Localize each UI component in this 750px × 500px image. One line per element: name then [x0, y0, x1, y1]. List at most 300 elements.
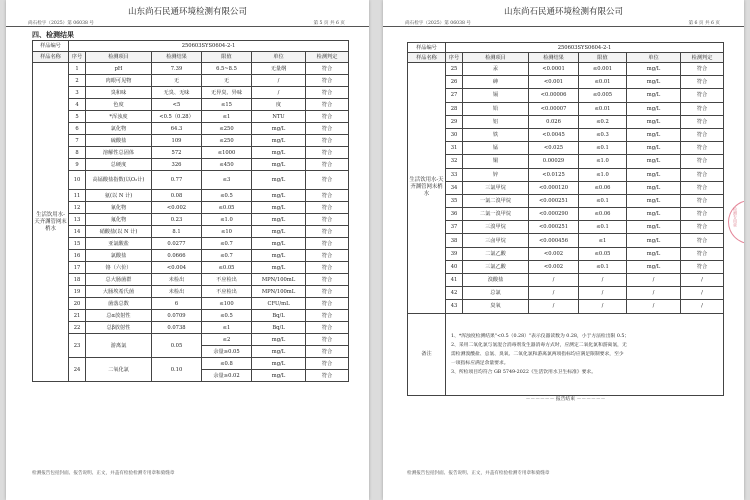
row-result: <0.004 [152, 262, 202, 274]
row-item: 锌 [463, 168, 529, 181]
report-page-5 [6, 0, 369, 500]
row-seq: 15 [69, 238, 86, 250]
row-judge: / [681, 287, 724, 300]
row-judge: 符合 [306, 190, 349, 202]
row-result: 6 [152, 298, 202, 310]
row-unit: mg/L [627, 221, 681, 234]
row-judge: 符合 [306, 250, 349, 262]
row-unit: / [627, 287, 681, 300]
report-number: 尚石检字（2025）第 06038 号 [28, 21, 94, 26]
row-result: <0.000251 [529, 221, 579, 234]
row-limit: ≤250 [202, 123, 252, 135]
row-seq: 18 [69, 274, 86, 286]
row-limit: 不应检出 [202, 286, 252, 298]
row-result: <0.025 [529, 142, 579, 155]
row-unit: mg/L [252, 334, 306, 346]
row-limit: ≤0.8 [202, 358, 252, 370]
row-judge: 符合 [306, 123, 349, 135]
row-result: <0.5（0.28） [152, 111, 202, 123]
row-result: 8.1 [152, 226, 202, 238]
row-seq: 2 [69, 75, 86, 87]
row-judge: 符合 [681, 128, 724, 141]
table-header-row [408, 53, 724, 63]
row-judge: 符合 [681, 102, 724, 115]
row-result: 0.23 [152, 214, 202, 226]
row-judge: / [681, 274, 724, 287]
row-unit: mg/L [252, 238, 306, 250]
row-unit: mg/L [252, 190, 306, 202]
row-limit: ≤0.1 [579, 221, 627, 234]
header-limit: 限值 [579, 53, 627, 63]
header-seq: 序号 [69, 52, 86, 63]
row-unit: mg/L [627, 247, 681, 260]
row-unit: mg/L [627, 76, 681, 89]
row-item: 二氧化氯 [86, 358, 152, 382]
row-judge: 符合 [306, 298, 349, 310]
row-item: *浑浊度 [86, 111, 152, 123]
row-judge: 符合 [306, 202, 349, 214]
row-judge: / [681, 300, 724, 313]
row-item: 硫酸盐 [86, 135, 152, 147]
row-item: 总α放射性 [86, 310, 152, 322]
row-limit: / [579, 300, 627, 313]
row-judge: 符合 [681, 142, 724, 155]
row-result: <0.0125 [529, 168, 579, 181]
row-unit: mg/L [252, 202, 306, 214]
row-item: 铜 [463, 155, 529, 168]
row-seq: 22 [69, 322, 86, 334]
header-result: 检测结果 [529, 53, 579, 63]
row-seq: 36 [446, 208, 463, 221]
row-item: 铁 [463, 128, 529, 141]
row-unit: / [252, 75, 306, 87]
table-row [33, 147, 349, 159]
row-result: 0.0666 [152, 250, 202, 262]
table-row [33, 214, 349, 226]
row-result: <0.000290 [529, 208, 579, 221]
row-seq: 21 [69, 310, 86, 322]
row-result: 0.00029 [529, 155, 579, 168]
footer-note: 检测报告包括封面、报告说明、正文，并盖有检验检测专用章和骑缝章 [32, 471, 175, 476]
row-result: / [529, 300, 579, 313]
table-row [408, 115, 724, 128]
row-judge: 符合 [306, 147, 349, 159]
row-result: 0.026 [529, 115, 579, 128]
table-row [408, 89, 724, 102]
row-result: 7.39 [152, 63, 202, 75]
row-judge: 符合 [306, 334, 349, 346]
table-row [33, 87, 349, 99]
row-unit: 无量纲 [252, 63, 306, 75]
table-row [408, 234, 724, 247]
row-limit: ≤0.1 [579, 194, 627, 207]
table-row [408, 181, 724, 194]
row-unit: mg/L [252, 262, 306, 274]
row-limit: 余量≥0.05 [202, 346, 252, 358]
row-item: 臭氧 [463, 300, 529, 313]
row-seq: 1 [69, 63, 86, 75]
row-seq: 33 [446, 168, 463, 181]
header-limit: 限值 [202, 52, 252, 63]
row-result: 0.08 [152, 190, 202, 202]
table-row [408, 287, 724, 300]
table-row [408, 194, 724, 207]
row-unit: mg/L [627, 155, 681, 168]
row-judge: 符合 [306, 310, 349, 322]
table-row [33, 111, 349, 123]
row-result: 未检出 [152, 274, 202, 286]
row-limit: 不应检出 [202, 274, 252, 286]
row-judge: 符合 [306, 346, 349, 358]
row-seq: 23 [69, 334, 86, 358]
row-seq: 20 [69, 298, 86, 310]
row-limit: ≤0.005 [579, 89, 627, 102]
sample-id-row [33, 41, 349, 52]
row-unit: Bq/L [252, 322, 306, 334]
row-limit: ≤0.01 [579, 76, 627, 89]
table-row [408, 63, 724, 76]
row-seq: 31 [446, 142, 463, 155]
row-result: 64.3 [152, 123, 202, 135]
row-seq: 6 [69, 123, 86, 135]
row-unit: / [252, 87, 306, 99]
row-item: pH [86, 63, 152, 75]
row-item: 铅 [463, 102, 529, 115]
row-unit: MPN/100mL [252, 286, 306, 298]
row-judge: 符合 [306, 370, 349, 382]
header-item: 检测项目 [463, 53, 529, 63]
sample-id: 250603SYS0604-2-1 [69, 41, 349, 52]
row-seq: 9 [69, 159, 86, 171]
row-result: <5 [152, 99, 202, 111]
row-item: 铝 [463, 115, 529, 128]
row-limit: ≤0.5 [202, 310, 252, 322]
row-seq: 35 [446, 194, 463, 207]
row-item: 氰化物 [86, 202, 152, 214]
row-unit: mg/L [252, 226, 306, 238]
row-unit: mg/L [252, 370, 306, 382]
row-item: 三氯乙酸 [463, 260, 529, 273]
row-item: 锰 [463, 142, 529, 155]
row-unit: mg/L [627, 142, 681, 155]
row-limit: ≤0.06 [579, 208, 627, 221]
row-limit: ≤0.7 [202, 238, 252, 250]
row-unit: mg/L [627, 102, 681, 115]
row-judge: 符合 [681, 63, 724, 76]
row-item: 高锰酸盐指数(以O₂计) [86, 171, 152, 190]
row-seq: 7 [69, 135, 86, 147]
row-item: 一氯二溴甲烷 [463, 194, 529, 207]
row-result: <0.002 [529, 247, 579, 260]
header-unit: 单位 [252, 52, 306, 63]
row-limit: / [579, 274, 627, 287]
row-judge: 符合 [306, 262, 349, 274]
row-limit: 无 [202, 75, 252, 87]
table-row [33, 250, 349, 262]
row-seq: 32 [446, 155, 463, 168]
row-unit: mg/L [252, 214, 306, 226]
header-judge: 检测判定 [306, 52, 349, 63]
seal-stamp-text: 检测专用章 [733, 207, 738, 227]
row-judge: 符合 [306, 358, 349, 370]
sample-id-row [408, 43, 724, 53]
row-limit: 余量≥0.02 [202, 370, 252, 382]
row-seq: 12 [69, 202, 86, 214]
row-unit: mg/L [627, 260, 681, 273]
seal-stamp [728, 200, 744, 244]
row-limit: ≤0.05 [202, 202, 252, 214]
row-limit: ≤0.001 [579, 63, 627, 76]
row-item: 砷 [463, 76, 529, 89]
table-row [33, 123, 349, 135]
row-judge: 符合 [306, 63, 349, 75]
row-unit: mg/L [252, 135, 306, 147]
table-row [408, 102, 724, 115]
table-row [33, 202, 349, 214]
note-line: 一项指标应满足余量要求。 [451, 360, 509, 366]
row-unit: mg/L [627, 168, 681, 181]
row-item: 溶解性总固体 [86, 147, 152, 159]
row-unit: / [627, 300, 681, 313]
table-row [33, 334, 349, 346]
page-number: 第 5 页 共 6 页 [313, 21, 345, 26]
row-judge: 符合 [306, 238, 349, 250]
table-row [408, 155, 724, 168]
table-row [33, 286, 349, 298]
row-result: <0.000120 [529, 181, 579, 194]
row-item: 镉 [463, 89, 529, 102]
row-item: 汞 [463, 63, 529, 76]
row-unit: 度 [252, 99, 306, 111]
row-limit: ≤0.2 [579, 115, 627, 128]
row-seq: 19 [69, 286, 86, 298]
report-end-row [408, 395, 724, 405]
row-item: 总大肠菌群 [86, 274, 152, 286]
row-limit: ≤2 [202, 334, 252, 346]
row-unit: mg/L [627, 89, 681, 102]
row-item: 硝酸盐(以 N 计) [86, 226, 152, 238]
row-result: 0.10 [152, 358, 202, 382]
row-unit: mg/L [627, 181, 681, 194]
notes-content [446, 313, 724, 395]
row-seq: 25 [446, 63, 463, 76]
row-unit: mg/L [627, 63, 681, 76]
row-result: 0.0277 [152, 238, 202, 250]
row-judge: 符合 [681, 208, 724, 221]
row-limit: ≤100 [202, 298, 252, 310]
row-limit: ≤0.1 [579, 142, 627, 155]
row-limit: ≤250 [202, 135, 252, 147]
row-unit: mg/L [252, 346, 306, 358]
row-seq: 17 [69, 262, 86, 274]
row-limit: ≤1 [202, 322, 252, 334]
row-result: 572 [152, 147, 202, 159]
row-result: / [529, 287, 579, 300]
row-item: 肉眼可见物 [86, 75, 152, 87]
row-seq: 38 [446, 234, 463, 247]
results-table-right [407, 42, 724, 405]
row-seq: 13 [69, 214, 86, 226]
row-result: <0.002 [529, 260, 579, 273]
row-limit: ≤1000 [202, 147, 252, 159]
row-result: 0.0738 [152, 322, 202, 334]
table-row [33, 358, 349, 370]
row-result: <0.000251 [529, 194, 579, 207]
row-unit: mg/L [252, 250, 306, 262]
page-number: 第 6 页 共 6 页 [688, 21, 720, 26]
row-item: 二氯乙酸 [463, 247, 529, 260]
row-judge: 符合 [306, 111, 349, 123]
row-limit: 6.5~8.5 [202, 63, 252, 75]
row-seq: 14 [69, 226, 86, 238]
row-judge: 符合 [306, 322, 349, 334]
row-unit: mg/L [627, 194, 681, 207]
row-judge: 符合 [681, 234, 724, 247]
row-seq: 41 [446, 274, 463, 287]
table-row [408, 221, 724, 234]
row-limit: ≤0.5 [202, 190, 252, 202]
note-line: 3、所检项目均符合 GB 5749-2022《生活饮用水卫生标准》要求。 [451, 369, 597, 375]
row-item: 二氯一溴甲烷 [463, 208, 529, 221]
row-judge: 符合 [306, 75, 349, 87]
note-line: 2、采用二氧化氯与氯混合消毒剂发生器消毒方式时，应测定二氧化氯和游离氯，无 [451, 342, 627, 348]
row-item: 氯酸盐 [86, 250, 152, 262]
report-number: 尚石检字（2025）第 06038 号 [405, 21, 471, 26]
row-judge: 符合 [306, 159, 349, 171]
company-name: 山东尚石民通环境检测有限公司 [127, 7, 247, 17]
row-unit: CFU/mL [252, 298, 306, 310]
row-item: 溴酸盐 [463, 274, 529, 287]
table-row [33, 190, 349, 202]
row-item: 总β放射性 [86, 322, 152, 334]
row-seq: 29 [446, 115, 463, 128]
row-unit: mg/L [627, 208, 681, 221]
row-result: <0.000456 [529, 234, 579, 247]
row-item: 铬（六价） [86, 262, 152, 274]
header-result: 检测结果 [152, 52, 202, 63]
row-judge: 符合 [306, 171, 349, 190]
row-unit: mg/L [252, 147, 306, 159]
row-limit: / [579, 287, 627, 300]
row-seq: 39 [446, 247, 463, 260]
row-unit: mg/L [627, 234, 681, 247]
row-result: <0.00006 [529, 89, 579, 102]
row-judge: 符合 [681, 194, 724, 207]
row-judge: 符合 [681, 155, 724, 168]
row-seq: 42 [446, 287, 463, 300]
row-item: 亚氯酸盐 [86, 238, 152, 250]
row-judge: 符合 [681, 181, 724, 194]
row-seq: 28 [446, 102, 463, 115]
row-judge: 符合 [681, 247, 724, 260]
header-sample-name: 样品名称 [33, 52, 69, 63]
row-item: 色度 [86, 99, 152, 111]
row-limit: ≤0.1 [579, 260, 627, 273]
notes-label: 备注 [408, 313, 446, 395]
row-unit: / [627, 274, 681, 287]
table-row [33, 310, 349, 322]
row-result: 326 [152, 159, 202, 171]
row-seq: 30 [446, 128, 463, 141]
table-row [408, 76, 724, 89]
header-unit: 单位 [627, 53, 681, 63]
page-header [6, 20, 369, 27]
row-result: / [529, 274, 579, 287]
table-row [408, 274, 724, 287]
row-seq: 8 [69, 147, 86, 159]
table-row [408, 260, 724, 273]
table-row [33, 171, 349, 190]
row-seq: 34 [446, 181, 463, 194]
row-seq: 5 [69, 111, 86, 123]
row-seq: 37 [446, 221, 463, 234]
table-row [33, 322, 349, 334]
row-result: <0.001 [529, 76, 579, 89]
header-item: 检测项目 [86, 52, 152, 63]
row-item: 氨(以 N 计) [86, 190, 152, 202]
table-row [33, 226, 349, 238]
row-unit: MPN/100mL [252, 274, 306, 286]
table-row [33, 238, 349, 250]
row-result: 109 [152, 135, 202, 147]
row-seq: 43 [446, 300, 463, 313]
row-limit: ≤1.0 [579, 155, 627, 168]
row-unit: mg/L [252, 123, 306, 135]
row-limit: ≤0.3 [579, 128, 627, 141]
row-seq: 11 [69, 190, 86, 202]
row-judge: 符合 [681, 76, 724, 89]
sample-id-label: 样品编号 [408, 43, 446, 53]
row-result: 0.0709 [152, 310, 202, 322]
row-item: 氯化物 [86, 123, 152, 135]
sample-name-cell: 生活饮用水-天齐渊管网末梢水 [408, 63, 446, 314]
row-limit: ≤15 [202, 99, 252, 111]
results-table-left [32, 40, 349, 382]
note-line: 1、*浑浊度检测结果"<0.5（0.28）"表示仪器读数为 0.28，小于方法检出限 0.5； [451, 333, 630, 339]
row-seq: 10 [69, 171, 86, 190]
header-seq: 序号 [446, 53, 463, 63]
table-row [33, 99, 349, 111]
row-unit: NTU [252, 111, 306, 123]
row-item: 菌落总数 [86, 298, 152, 310]
row-limit: ≤1.0 [202, 214, 252, 226]
sample-id: 250603SYS0604-2-1 [446, 43, 724, 53]
table-row [408, 142, 724, 155]
header-judge: 检测判定 [681, 53, 724, 63]
row-limit: ≤0.06 [579, 181, 627, 194]
table-row [33, 135, 349, 147]
row-item: 总硬度 [86, 159, 152, 171]
row-judge: 符合 [681, 168, 724, 181]
sample-id-label: 样品编号 [33, 41, 69, 52]
row-result: 无臭、无味 [152, 87, 202, 99]
row-unit: mg/L [252, 171, 306, 190]
row-result: <0.00007 [529, 102, 579, 115]
row-unit: mg/L [627, 128, 681, 141]
row-item: 大肠埃希氏菌 [86, 286, 152, 298]
row-judge: 符合 [681, 115, 724, 128]
table-row [33, 274, 349, 286]
row-seq: 40 [446, 260, 463, 273]
notes-row [408, 313, 724, 395]
row-limit: ≤3 [202, 171, 252, 190]
row-seq: 24 [69, 358, 86, 382]
row-result: 0.77 [152, 171, 202, 190]
row-seq: 16 [69, 250, 86, 262]
sample-name-cell: 生活饮用水-天齐渊管网末梢水 [33, 63, 69, 382]
row-limit: ≤1 [202, 111, 252, 123]
report-page-6 [383, 0, 744, 500]
